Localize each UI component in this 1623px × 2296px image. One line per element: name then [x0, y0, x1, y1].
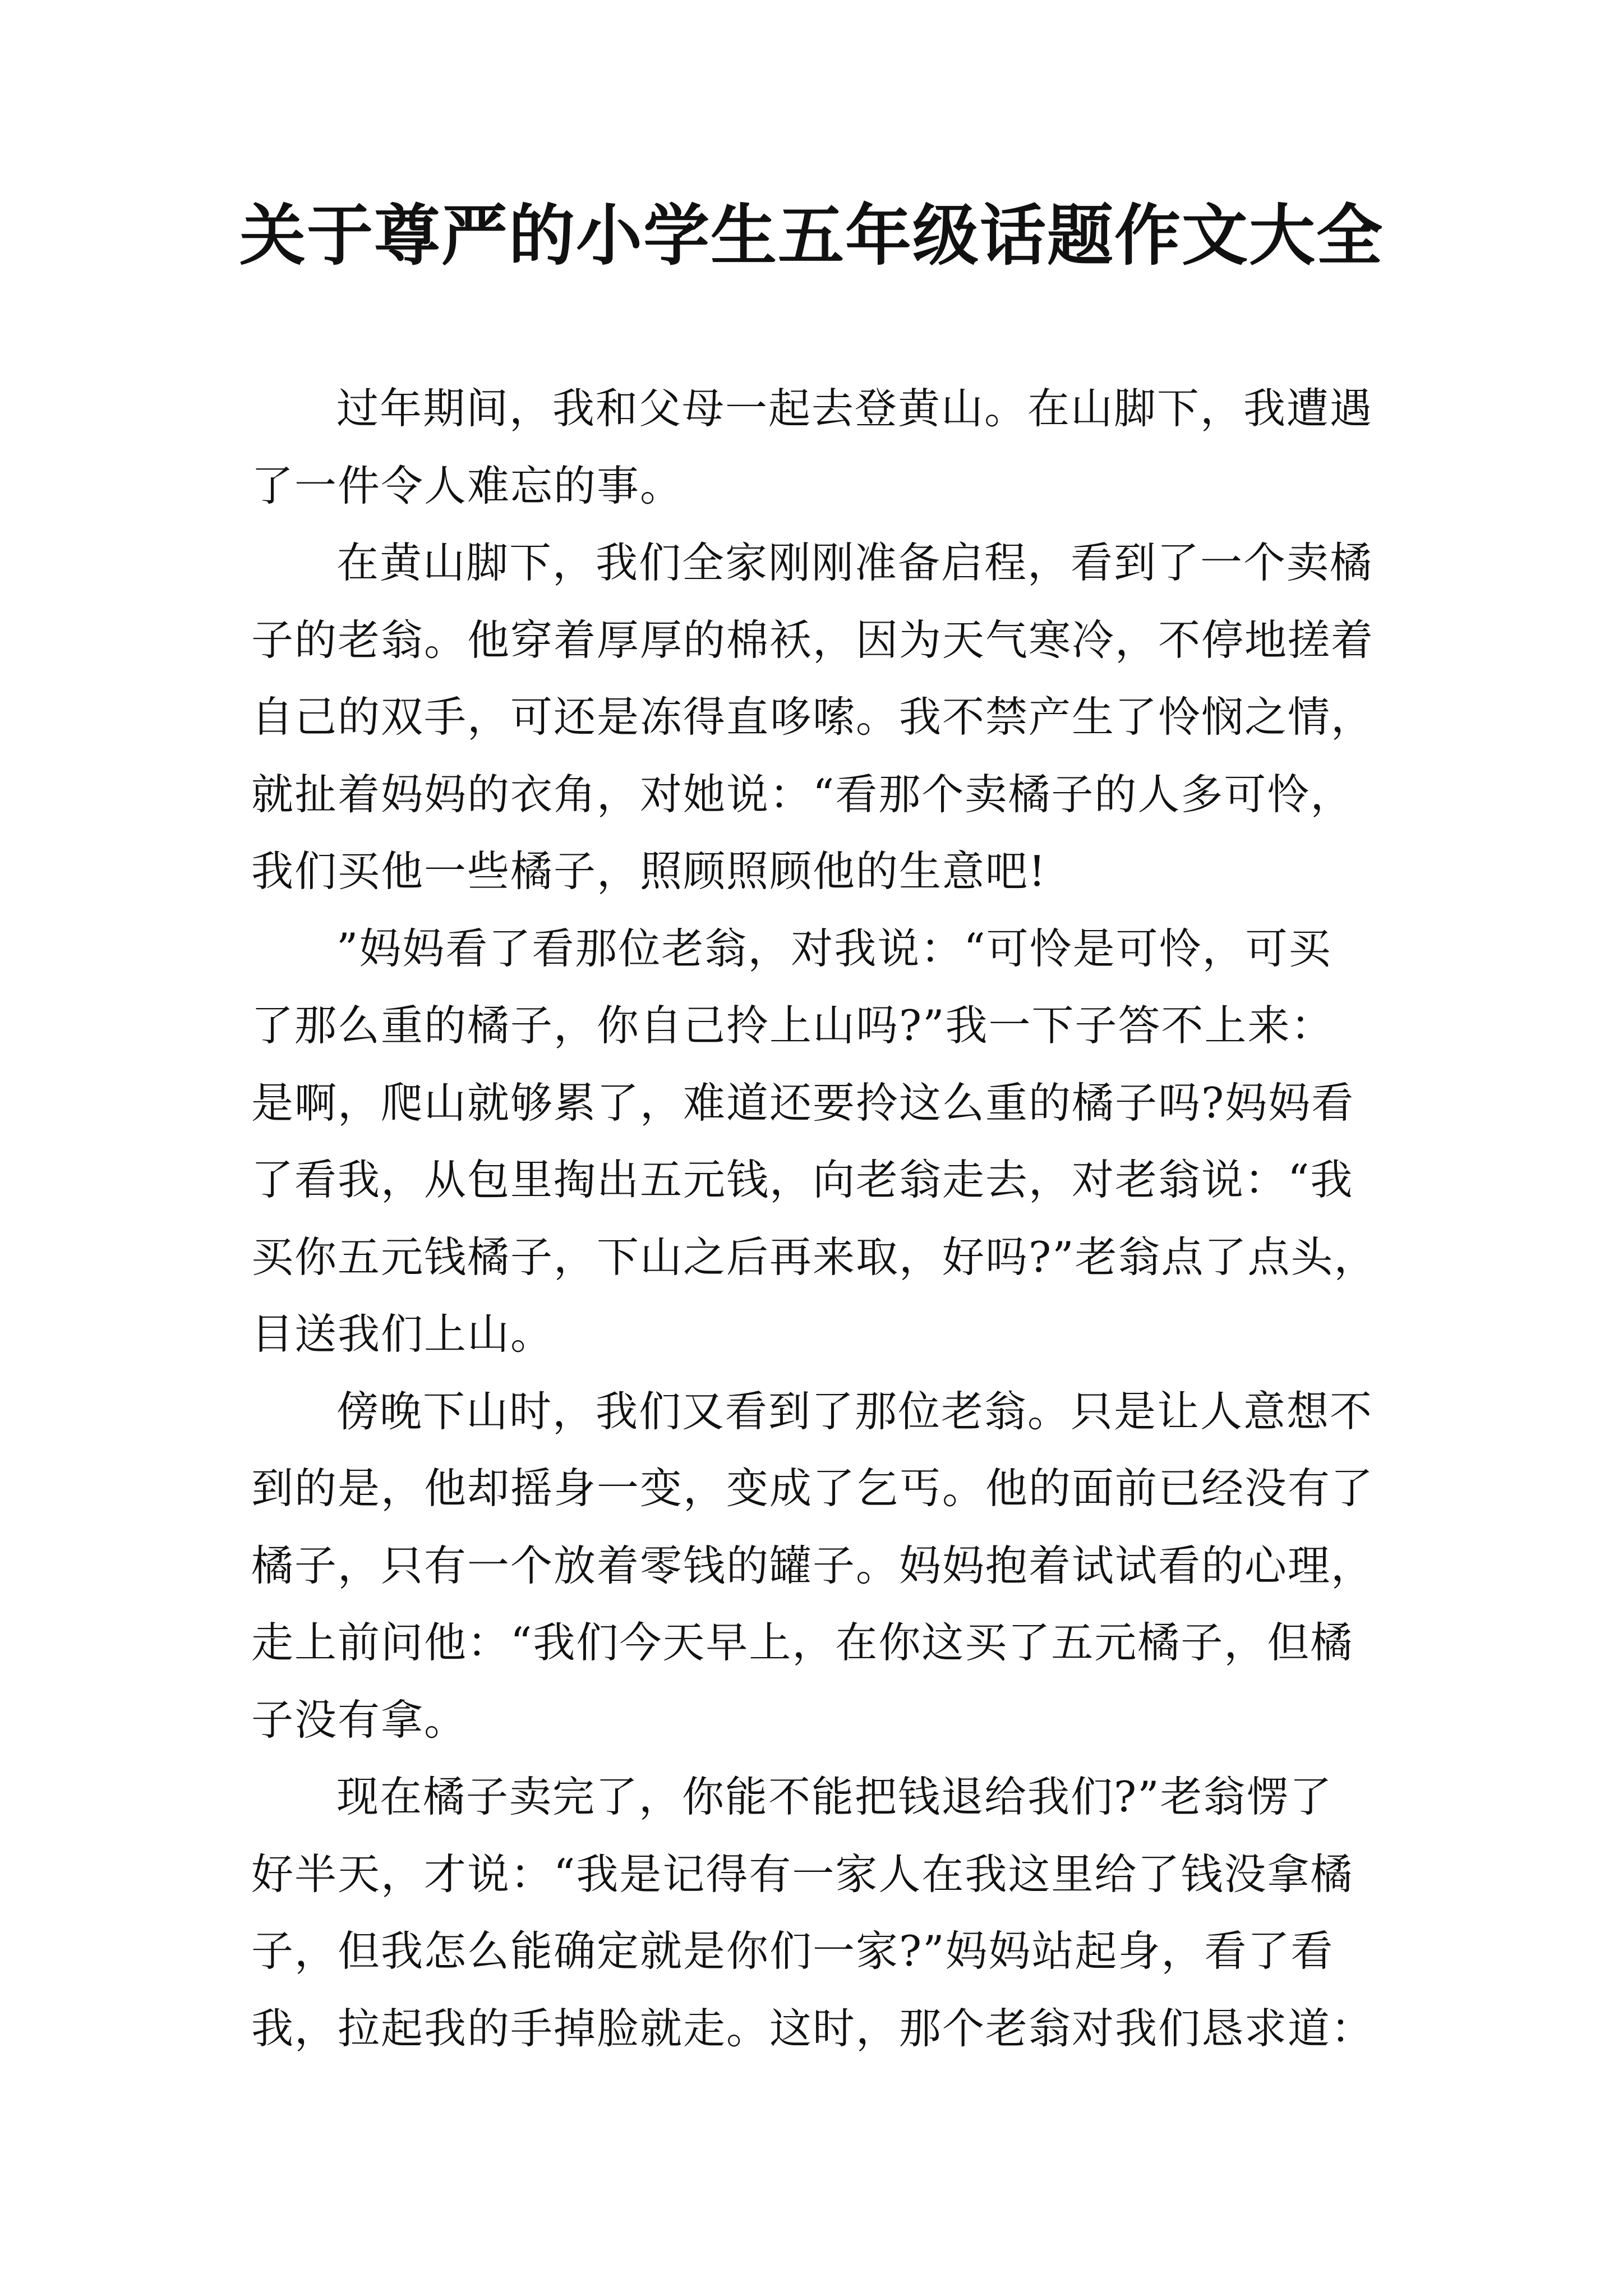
text-line: 好半天，才说：“我是记得有一家人在我这里给了钱没拿橘: [251, 1849, 1354, 1899]
text-line: 我，拉起我的手掉脸就走。这时，那个老翁对我们恳求道：: [251, 2003, 1375, 2053]
text-line: 走上前问他：“我们今天早上，在你这买了五元橘子，但橘: [251, 1618, 1354, 1667]
text-line: 是啊，爬山就够累了，难道还要拎这么重的橘子吗?妈妈看: [251, 1078, 1355, 1128]
text-line: 到的是，他却摇身一变，变成了乞丐。他的面前已经没有了: [251, 1464, 1375, 1513]
text-line: 橘子，只有一个放着零钱的罐子。妈妈抱着试试看的心理，: [251, 1540, 1375, 1590]
text-line: 买你五元钱橘子，下山之后再来取，好吗?”老翁点了点头，: [251, 1232, 1377, 1282]
text-line: 自己的双手，可还是冻得直哆嗦。我不禁产生了怜悯之情，: [251, 692, 1375, 742]
text-line: 子，但我怎么能确定就是你们一家?”妈妈站起身，看了看: [251, 1926, 1334, 1976]
text-line: 在黄山脚下，我们全家刚刚准备启程，看到了一个卖橘: [336, 538, 1373, 587]
text-line: 了一件令人难忘的事。: [251, 461, 684, 510]
text-line: 傍晚下山时，我们又看到了那位老翁。只是让人意想不: [336, 1386, 1373, 1436]
text-line: 子的老翁。他穿着厚厚的棉袄，因为天气寒冷，不停地搓着: [251, 615, 1375, 665]
text-line: 目送我们上山。: [251, 1309, 554, 1359]
text-line: 了那么重的橘子，你自己拎上山吗?”我一下子答不上来：: [251, 1001, 1334, 1050]
document-body: [251, 370, 1395, 2067]
text-line: 了看我，从包里掏出五元钱，向老翁走去，对老翁说：“我: [251, 1155, 1354, 1204]
text-line: 我们买他一些橘子，照顾照顾他的生意吧!: [251, 846, 1047, 896]
document-title: 关于尊严的小学生五年级话题作文大全: [239, 196, 1384, 274]
text-line: 过年期间，我和父母一起去登黄山。在山脚下，我遭遇: [336, 384, 1373, 433]
text-line: ”妈妈看了看那位老翁，对我说：“可怜是可怜，可买: [336, 923, 1332, 973]
text-line: 子没有拿。: [251, 1695, 468, 1745]
text-line: 现在橘子卖完了，你能不能把钱退给我们?”老翁愣了: [336, 1772, 1333, 1821]
text-line: 就扯着妈妈的衣角，对她说：“看那个卖橘子的人多可怜，: [251, 769, 1354, 819]
